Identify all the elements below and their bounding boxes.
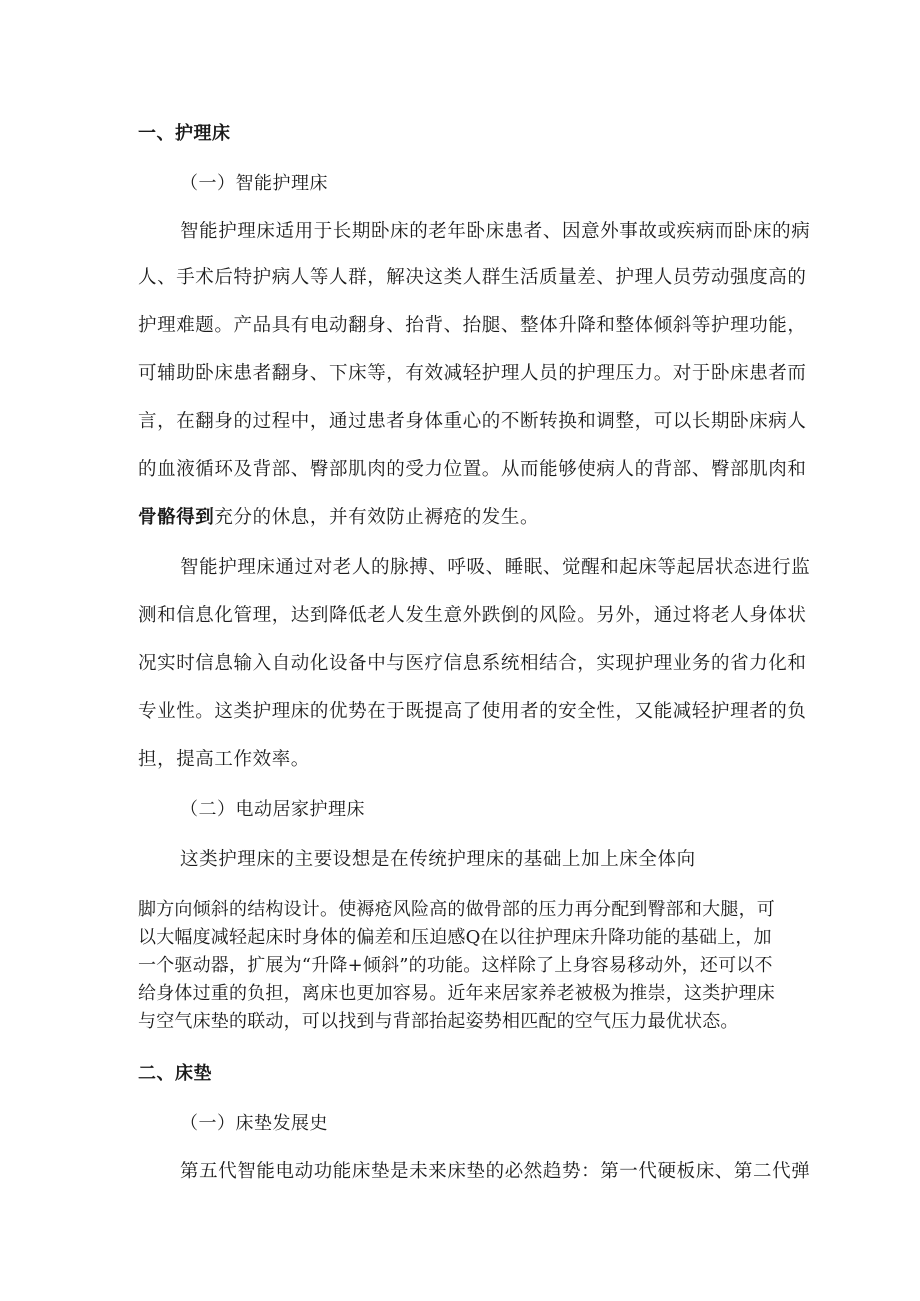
paragraph-line: 言，在翻身的过程中，通过患者身体重心的不断转换和调整，可以长期卧床病人: [138, 411, 807, 432]
subsection-heading: （一）智能护理床: [180, 173, 328, 194]
bold-text: 骨骼得到: [138, 507, 215, 528]
paragraph-line: 这类护理床的主要设想是在传统护理床的基础上加上床全体向: [180, 849, 696, 870]
paragraph-line: 给身体过重的负担，离床也更加容易。近年来居家养老被极为推崇，这类护理床: [138, 983, 775, 1004]
paragraph-line: 的血液循环及背部、臀部肌肉的受力位置。从而能够使病人的背部、臀部肌肉和: [138, 459, 807, 480]
paragraph-line: 况实时信息输入自动化设备中与医疗信息系统相结合，实现护理业务的省力化和: [138, 653, 807, 674]
paragraph-line: 以大幅度减轻起床时身体的偏差和压迫感Q在以往护理床升降功能的基础上，加: [138, 927, 772, 948]
paragraph-line: 专业性。这类护理床的优势在于既提高了使用者的安全性，又能减轻护理者的负: [138, 701, 807, 722]
subsection-heading: （二）电动居家护理床: [180, 799, 365, 820]
paragraph-line: 与空气床垫的联动，可以找到与背部抬起姿势相匹配的空气压力最优状态。: [138, 1011, 739, 1032]
paragraph-line: 一个驱动器，扩展为“升降+倾斜”的功能。这样除了上身容易移动外，还可以不: [138, 955, 773, 976]
paragraph-line: 担，提高工作效率。: [138, 749, 310, 770]
paragraph-line: 第五代智能电动功能床垫是未来床垫的必然趋势：第一代硬板床、第二代弹: [180, 1161, 811, 1182]
subsection-heading: （一）床垫发展史: [180, 1113, 328, 1134]
paragraph-line: 测和信息化管理，达到降低老人发生意外跌倒的风险。另外，通过将老人身体状: [138, 605, 807, 626]
paragraph-line: [138, 506, 539, 530]
paragraph-line: 护理难题。产品具有电动翻身、抬背、抬腿、整体升降和整体倾斜等护理功能，: [138, 315, 807, 336]
paragraph-line: 智能护理床适用于长期卧床的老年卧床患者、因意外事故或疾病而卧床的病: [180, 221, 811, 242]
section-heading: 二、床垫: [138, 1063, 212, 1084]
paragraph-line: 可辅助卧床患者翻身、下床等，有效减轻护理人员的护理压力。对于卧床患者而: [138, 363, 807, 384]
paragraph-line: 人、手术后特护病人等人群，解决这类人群生活质量差、护理人员劳动强度高的: [138, 267, 807, 288]
section-heading: 一、护理床: [138, 123, 231, 144]
text-span: 充分的休息，并有效防止褥疮的发生。: [214, 507, 540, 528]
paragraph-line: 智能护理床通过对老人的脉搏、呼吸、睡眠、觉醒和起床等起居状态进行监: [180, 557, 811, 578]
paragraph-line: 脚方向倾斜的结构设计。使褥疮风险高的做骨部的压力再分配到臀部和大腿，可: [138, 899, 775, 920]
